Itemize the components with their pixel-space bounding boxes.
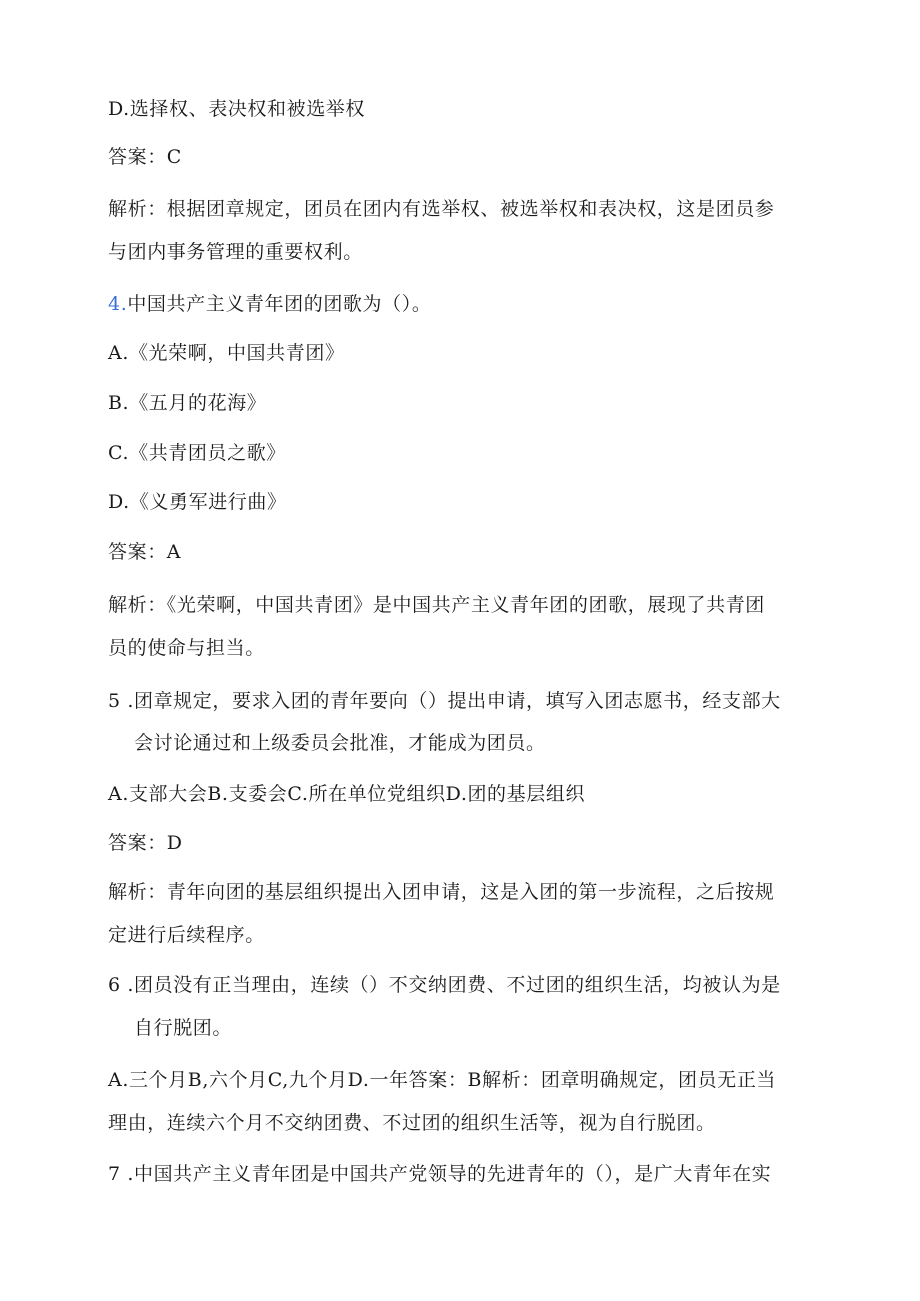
options-q5: A.支部大会B.支委会C.所在单位党组织D.团的基层组织	[108, 783, 586, 805]
question-7-line1: 7 .中国共产主义青年团是中国共产党领导的先进青年的（），是广大青年在实	[108, 1163, 772, 1185]
question-4	[108, 292, 431, 316]
question-5-line1: 5 .团章规定，要求入团的青年要向（）提出申请，填写入团志愿书，经支部大	[108, 690, 781, 712]
question-4-text: 中国共产主义青年团的团歌为（）。	[127, 293, 432, 315]
option-d-q4: D.《义勇军进行曲》	[108, 491, 287, 513]
option-d-q3: D.选择权、表决权和被选举权	[108, 98, 365, 120]
question-6-line1: 6 .团员没有正当理由，连续（）不交纳团费、不过团的组织生活，均被认为是	[108, 974, 781, 996]
options-answer-q6-line2: 理由，连续六个月不交纳团费、不过团的组织生活等，视为自行脱团。	[108, 1112, 716, 1134]
answer-q5: 答案：D	[108, 832, 183, 854]
explanation-q4-line2: 员的使命与担当。	[108, 637, 265, 659]
options-answer-q6-line1: A.三个月B,六个月C,九个月D.一年答案：B解析：团章明确规定，团员无正当	[108, 1069, 777, 1091]
option-a-q4: A.《光荣啊，中国共青团》	[108, 342, 345, 364]
question-5-line2: 会讨论通过和上级委员会批准，才能成为团员。	[134, 732, 546, 754]
option-b-q4: B.《五月的花海》	[108, 392, 267, 414]
explanation-q3-line2: 与团内事务管理的重要权利。	[108, 241, 363, 263]
explanation-q4-line1: 解析：《光荣啊，中国共青团》是中国共产主义青年团的团歌，展现了共青团	[108, 594, 765, 616]
explanation-q5-line1: 解析：青年向团的基层组织提出入团申请，这是入团的第一步流程，之后按规	[108, 881, 775, 903]
explanation-q5-line2: 定进行后续程序。	[108, 924, 265, 946]
answer-q4: 答案：A	[108, 541, 182, 563]
explanation-q3-line1: 解析：根据团章规定，团员在团内有选举权、被选举权和表决权，这是团员参	[108, 198, 775, 220]
question-6-line2: 自行脱团。	[134, 1017, 233, 1039]
answer-q3: 答案：C	[108, 146, 182, 168]
question-4-number: 4.	[108, 293, 128, 315]
option-c-q4: C.《共青团员之歌》	[108, 442, 286, 464]
